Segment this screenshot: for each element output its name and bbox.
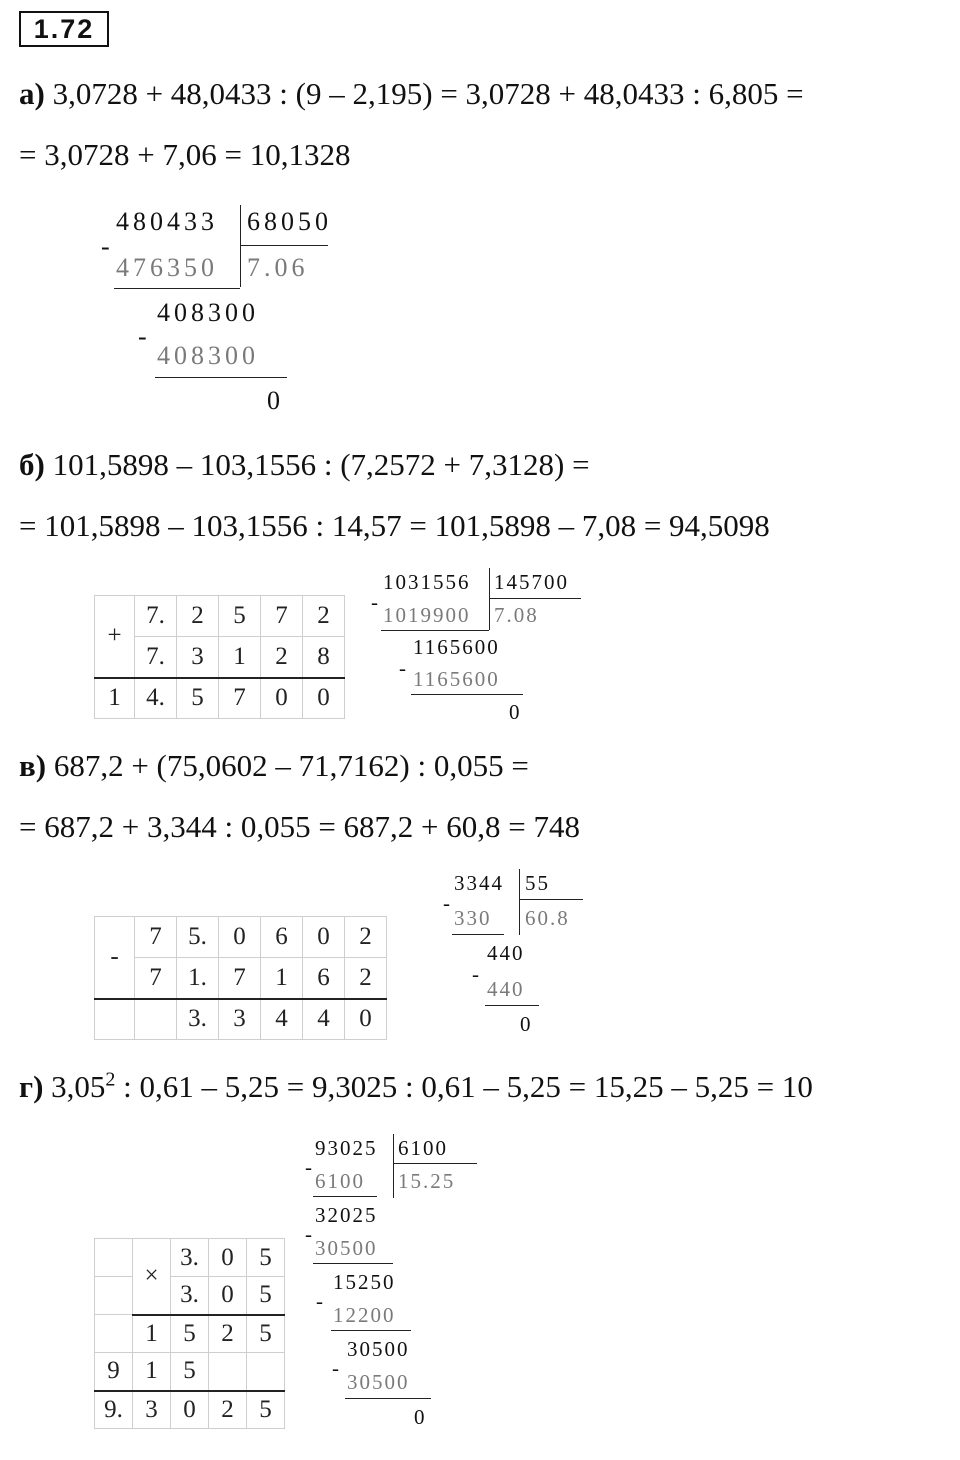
subtrahend: 12200 xyxy=(333,1303,396,1327)
empty-cell xyxy=(95,1239,133,1277)
digit-cell: 2 xyxy=(345,958,387,999)
digit-cell: 0 xyxy=(303,917,345,958)
digit-cell: 3. xyxy=(171,1277,209,1315)
subtraction-line xyxy=(313,1263,393,1264)
result: 0 xyxy=(267,386,284,415)
quotient: 15.25 xyxy=(398,1169,456,1193)
digit-cell: 2 xyxy=(209,1315,247,1353)
division-bracket xyxy=(519,869,520,935)
minus-sign: - xyxy=(101,232,114,261)
subtraction-line xyxy=(313,1196,377,1197)
empty-cell xyxy=(95,1277,133,1315)
subtrahend: 30500 xyxy=(347,1370,410,1394)
digit-cell: 8 xyxy=(303,637,345,678)
digit-cell: 0 xyxy=(303,678,345,719)
digit-cell: 2 xyxy=(261,637,303,678)
part-d-exponent: 2 xyxy=(105,1068,116,1091)
subtraction-line xyxy=(331,1330,411,1331)
result: 0 xyxy=(509,700,522,724)
digit-cell: 5 xyxy=(247,1277,285,1315)
digit-cell: 3 xyxy=(177,637,219,678)
minus-sign: - xyxy=(443,891,452,915)
part-b-label: б) xyxy=(19,447,45,482)
digit-cell: 7 xyxy=(135,958,177,999)
digit-cell: 5 xyxy=(177,678,219,719)
remainder: 1165600 xyxy=(413,635,500,659)
subtrahend: 1019900 xyxy=(383,603,471,627)
digit-cell: 2 xyxy=(209,1391,247,1429)
part-c-expression: 687,2 + (75,0602 – 71,7162) : 0,055 = xyxy=(53,748,529,783)
digit-cell: 5 xyxy=(247,1391,285,1429)
part-d-expression: : 0,61 – 5,25 = 9,3025 : 0,61 – 5,25 = 15,25 – 5,25 = 10 xyxy=(115,1069,813,1104)
part-a-label: а) xyxy=(19,76,45,111)
empty-cell xyxy=(95,1315,133,1353)
digit-cell: 1. xyxy=(177,958,219,999)
part-b-line1 xyxy=(19,447,590,483)
minus-sign: - xyxy=(305,1155,314,1179)
digit-cell: 2 xyxy=(177,596,219,637)
part-c-label: в) xyxy=(19,748,47,783)
digit-cell: 4 xyxy=(261,999,303,1040)
part-d-label: г) xyxy=(19,1069,44,1104)
digit-cell: 1 xyxy=(133,1315,171,1353)
digit-cell: 1 xyxy=(261,958,303,999)
divisor-underline xyxy=(240,245,328,246)
minus-sign: - xyxy=(371,590,380,614)
digit-cell: 6 xyxy=(261,917,303,958)
minus-sign: - xyxy=(399,656,408,680)
digit-cell: 3. xyxy=(171,1239,209,1277)
digit-cell: 5 xyxy=(171,1315,209,1353)
digit-cell: 7 xyxy=(219,958,261,999)
times-operator: × xyxy=(133,1239,171,1315)
remainder: 15250 xyxy=(333,1270,396,1294)
part-d-base: 3,05 xyxy=(51,1069,106,1104)
digit-cell: 6 xyxy=(303,958,345,999)
digit-cell: 0 xyxy=(345,999,387,1040)
digit-cell: 3 xyxy=(219,999,261,1040)
dividend: 1031556 xyxy=(383,570,471,594)
digit-cell: 9 xyxy=(95,1353,133,1391)
subtraction-line xyxy=(381,630,489,631)
divisor-underline xyxy=(489,598,581,599)
division-bracket xyxy=(240,205,241,287)
digit-cell: 1 xyxy=(219,637,261,678)
digit-cell: 9. xyxy=(95,1391,133,1429)
digit-cell: 3. xyxy=(177,999,219,1040)
subtrahend: 330 xyxy=(454,906,492,930)
empty-cell xyxy=(247,1353,285,1391)
digit-cell: 0 xyxy=(261,678,303,719)
part-a-line1 xyxy=(19,76,804,112)
part-b-line2: = 101,5898 – 103,1556 : 14,57 = 101,5898 – 7,08 = 94,5098 xyxy=(19,508,770,543)
remainder: 30500 xyxy=(347,1337,410,1361)
subtraction-line xyxy=(452,934,504,935)
digit-cell: 0 xyxy=(209,1277,247,1315)
digit-cell: 7. xyxy=(135,596,177,637)
digit-cell: 7 xyxy=(219,678,261,719)
part-d-line xyxy=(19,1069,813,1105)
digit-cell: 7 xyxy=(261,596,303,637)
quotient: 7.06 xyxy=(247,253,309,282)
part-a-line2: = 3,0728 + 7,06 = 10,1328 xyxy=(19,137,351,172)
plus-operator: + xyxy=(95,596,135,678)
subtraction-line xyxy=(485,1005,539,1006)
part-c-line2: = 687,2 + 3,344 : 0,055 = 687,2 + 60,8 = 748 xyxy=(19,809,581,844)
part-c-line1 xyxy=(19,748,529,784)
digit-cell xyxy=(95,999,135,1040)
dividend: 3344 xyxy=(454,871,504,895)
divisor: 6100 xyxy=(398,1136,448,1160)
minus-sign: - xyxy=(138,322,151,351)
digit-cell: 3 xyxy=(133,1391,171,1429)
dividend: 93025 xyxy=(315,1136,378,1160)
divisor: 68050 xyxy=(247,207,332,236)
divisor-underline xyxy=(393,1163,477,1164)
digit-cell: 1 xyxy=(95,678,135,719)
divisor: 55 xyxy=(525,871,550,895)
digit-cell: 1 xyxy=(133,1353,171,1391)
minus-sign: - xyxy=(332,1356,341,1380)
subtraction-line xyxy=(155,377,287,378)
minus-operator: - xyxy=(95,917,135,999)
subtrahend: 408300 xyxy=(157,341,259,370)
quotient: 60.8 xyxy=(525,906,570,930)
division-bracket xyxy=(393,1134,394,1198)
divisor: 145700 xyxy=(494,570,569,594)
subtrahend: 6100 xyxy=(315,1169,365,1193)
minus-sign: - xyxy=(472,962,481,986)
column-subtraction xyxy=(94,916,387,1040)
subtrahend: 476350 xyxy=(116,253,218,282)
minus-sign: - xyxy=(305,1222,314,1246)
part-a-expression: 3,0728 + 48,0433 : (9 – 2,195) = 3,0728 + 48,0433 : 6,805 = xyxy=(52,76,804,111)
division-bracket xyxy=(489,568,490,630)
digit-cell: 0 xyxy=(171,1391,209,1429)
digit-cell: 5. xyxy=(177,917,219,958)
subtraction-line xyxy=(345,1398,431,1399)
result: 0 xyxy=(520,1012,533,1036)
digit-cell xyxy=(135,999,177,1040)
column-multiplication xyxy=(94,1238,285,1429)
remainder: 408300 xyxy=(157,298,259,327)
dividend: 480433 xyxy=(116,207,218,236)
subtrahend: 440 xyxy=(487,977,525,1001)
digit-cell: 4 xyxy=(303,999,345,1040)
column-addition xyxy=(94,595,345,719)
result: 0 xyxy=(414,1405,427,1429)
digit-cell: 4. xyxy=(135,678,177,719)
problem-number: 1.72 xyxy=(19,11,109,47)
part-b-expression: 101,5898 – 103,1556 : (7,2572 + 7,3128) = xyxy=(52,447,590,482)
remainder: 32025 xyxy=(315,1203,378,1227)
digit-cell: 5 xyxy=(171,1353,209,1391)
digit-cell: 7 xyxy=(135,917,177,958)
digit-cell: 5 xyxy=(247,1239,285,1277)
subtrahend: 1165600 xyxy=(413,667,500,691)
subtrahend: 30500 xyxy=(315,1236,378,1260)
digit-cell: 5 xyxy=(219,596,261,637)
digit-cell: 0 xyxy=(219,917,261,958)
digit-cell: 7. xyxy=(135,637,177,678)
subtraction-line xyxy=(411,694,523,695)
divisor-underline xyxy=(519,899,583,900)
digit-cell: 2 xyxy=(345,917,387,958)
digit-cell: 2 xyxy=(303,596,345,637)
empty-cell xyxy=(209,1353,247,1391)
quotient: 7.08 xyxy=(494,603,539,627)
remainder: 440 xyxy=(487,941,525,965)
subtraction-line xyxy=(114,288,240,289)
digit-cell: 5 xyxy=(247,1315,285,1353)
minus-sign: - xyxy=(316,1289,325,1313)
digit-cell: 0 xyxy=(209,1239,247,1277)
